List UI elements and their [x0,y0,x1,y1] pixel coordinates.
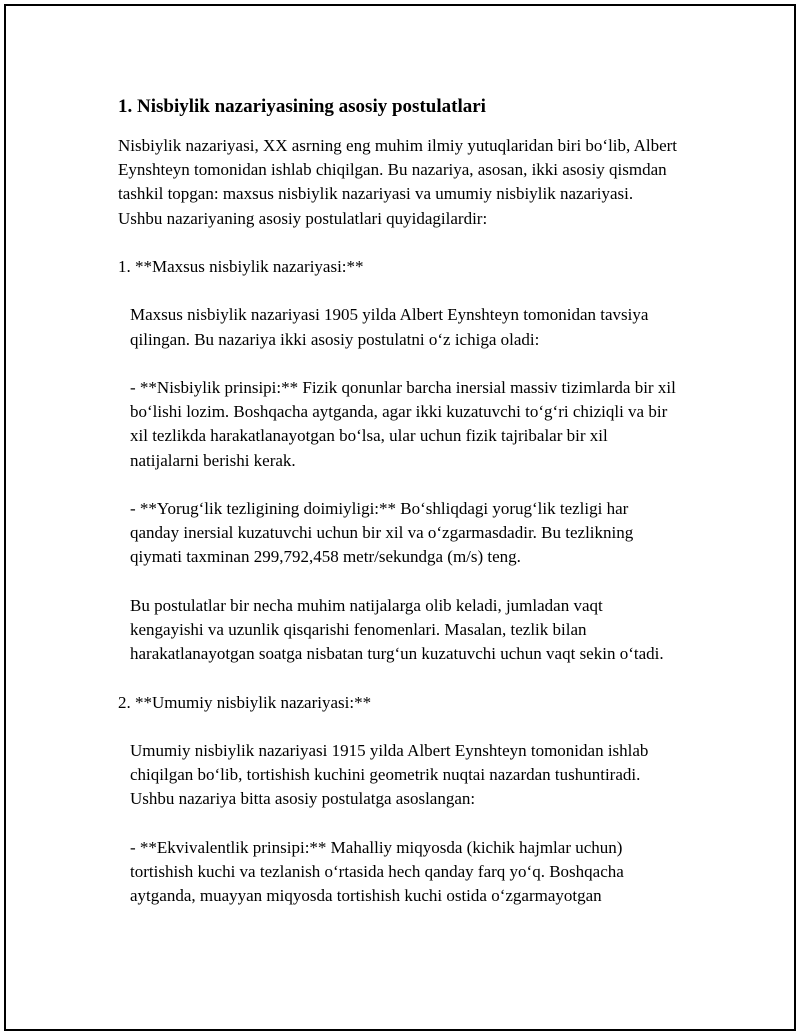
section2-title: 2. **Umumiy nisbiylik nazariyasi:** [118,692,372,712]
section-heading: 1. Nisbiylik nazariyasining asosiy postulatlari [118,96,486,117]
section1-outro-paragraph: Bu postulatlar bir necha muhim natijalarga olib keladi, jumladan vaqt kengayishi va uzunlik qisqarishi fenomenlari. Masalan, tezlik bilan harakatlanayotgan soatga nisbatan turg‘un kuzatuvchi uchun vaqt sekin o‘tadi. [130,595,664,664]
section1-intro-paragraph: Maxsus nisbiylik nazariyasi 1905 yilda Albert Eynshteyn tomonidan tavsiya qilingan. Bu nazariya ikki asosiy postulatni o‘z ichiga oladi: [130,305,649,349]
paragraph-gap [118,231,678,255]
section1-title: 1. **Maxsus nisbiylik nazariyasi:** [118,257,364,276]
paragraph-gap [118,666,678,690]
section2-item-equivalence-principle: - **Ekvivalentlik prinsipi:** Mahalliy miqyosda (kichik hajmlar uchun) tortishish kuchi va tezlanish o‘rtasida hech qanday farq yo‘q. Boshqacha aytganda, muayyan miqyosda tortishish kuchi ostida o‘zgarmayotgan [130,837,624,906]
paragraph-gap [118,473,678,497]
document-body [118,94,678,908]
paragraph-gap [118,715,678,739]
section1-item-relativity-principle: - **Nisbiylik prinsipi:** Fizik qonunlar barcha inersial massiv tizimlarda bir xil bo‘lishi lozim. Boshqacha aytganda, agar ikki kuzatuvchi to‘g‘ri chiziqli va bir xil tezlikda harakatlanayotgan bo‘lsa, ular uchun fizik tajribalar bir xil natijalarni berishi kerak. [130,377,676,470]
intro-paragraph: Nisbiylik nazariyasi, XX asrning eng muhim ilmiy yutuqlaridan biri bo‘lib, Albert Eynshteyn tomonidan ishlab chiqilgan. Bu nazariya, asosan, ikki asosiy qismdan tashkil topgan: maxsus nisbiylik nazariyasi va umumiy nisbiylik nazariyasi. Ushbu nazariyaning asosiy postulatlari quyidagilardir: [118,136,678,228]
paragraph-gap [118,352,678,376]
paragraph-gap [118,570,678,594]
paragraph-gap [118,812,678,836]
section2-intro-paragraph: Umumiy nisbiylik nazariyasi 1915 yilda Albert Eynshteyn tomonidan ishlab chiqilgan bo‘lib, tortishish kuchini geometrik nuqtai nazardan tushuntiradi. Ushbu nazariya bitta asosiy postulatga asoslangan: [130,740,649,809]
paragraph-gap [118,279,678,303]
section1-item-light-speed: - **Yorug‘lik tezligining doimiyligi:** Bo‘shliqdagi yorug‘lik tezligi har qanday inersial kuzatuvchi uchun bir xil va o‘zgarmasdadir. Bu tezlikning qiymati taxminan 299,792,458 metr/sekundga (m/s) teng. [130,498,634,567]
